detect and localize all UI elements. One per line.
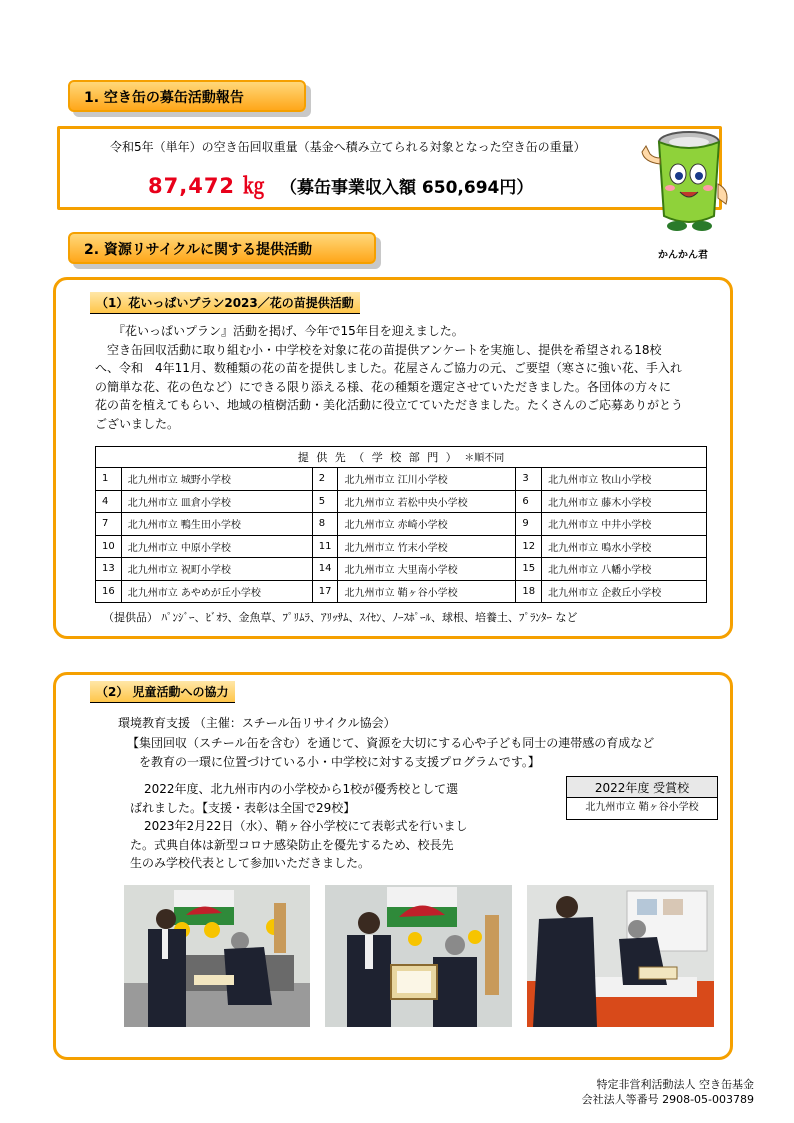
table-cell: 北九州市立 城野小学校 xyxy=(121,468,312,491)
table-row xyxy=(96,468,707,491)
para-line: 花の苗を植えてもらい、地域の植樹活動・美化活動に役立てていただきました。たくさんのご応募ありがとう xyxy=(95,398,684,412)
table-header xyxy=(96,447,707,468)
body-line: た。式典自体は新型コロナ感染防止を優先するため、校長先 xyxy=(130,837,454,852)
award-description xyxy=(130,780,500,873)
award-school: 北九州市立 鞘ヶ谷小学校 xyxy=(566,798,718,820)
table-row xyxy=(96,513,707,536)
table-cell: 北九州市立 江川小学校 xyxy=(338,468,516,491)
para-line: 『花いっぱいプラン』活動を掲げ、今年で15年目を迎えました。 xyxy=(113,324,464,338)
table-row xyxy=(96,490,707,513)
support-title: 環境教育支援 （主催：スチール缶リサイクル協会） xyxy=(118,716,396,730)
table-cell: 6 xyxy=(516,490,542,513)
table-cell: 13 xyxy=(96,558,122,581)
table-cell: 北九州市立 中井小学校 xyxy=(542,513,707,536)
table-cell: 北九州市立 企救丘小学校 xyxy=(542,580,707,603)
table-cell: 1 xyxy=(96,468,122,491)
award-handover-photo xyxy=(124,885,310,1027)
table-cell: 15 xyxy=(516,558,542,581)
collection-income: （募缶事業収入額 650,694円） xyxy=(280,178,534,198)
table-cell: 北九州市立 八幡小学校 xyxy=(542,558,707,581)
section1-title-text: 1. 空き缶の募缶活動報告 xyxy=(84,90,244,106)
para-line: へ、令和 4年11月、数種類の花の苗を提供しました。花屋さんご協力の元、ご要望（寒さに強い花、手入れ xyxy=(95,361,682,375)
table-cell: 9 xyxy=(516,513,542,536)
table-cell: 3 xyxy=(516,468,542,491)
recipient-school-table xyxy=(95,446,707,603)
table-cell: 5 xyxy=(312,490,338,513)
table-cell: 12 xyxy=(516,535,542,558)
table-cell: 北九州市立 大里南小学校 xyxy=(338,558,516,581)
table-cell: 4 xyxy=(96,490,122,513)
footer-registration: 会社法人等番号 2908-05-003789 xyxy=(581,1093,754,1106)
table-cell: 7 xyxy=(96,513,122,536)
footer-org: 特定非営利活動法人 空き缶基金 xyxy=(596,1078,754,1091)
table-cell: 北九州市立 牧山小学校 xyxy=(542,468,707,491)
collected-weight: 87,472 ㎏ xyxy=(148,174,266,198)
award-title: 2022年度 受賞校 xyxy=(566,776,718,798)
table-cell: 北九州市立 皿倉小学校 xyxy=(121,490,312,513)
para-line: 空き缶回収活動に取り組む小・中学校を対象に花の苗提供アンケートを実施し、提供を希望される18校 xyxy=(107,342,662,357)
table-cell: 14 xyxy=(312,558,338,581)
table-cell: 北九州市立 鞘ヶ谷小学校 xyxy=(338,580,516,603)
program-description xyxy=(127,734,727,771)
table-cell: 8 xyxy=(312,513,338,536)
table-header-row xyxy=(96,447,707,468)
certificate-signing-photo xyxy=(527,885,714,1027)
flower-plan-text xyxy=(95,322,735,433)
table-cell: 2 xyxy=(312,468,338,491)
certificate-signing-image xyxy=(527,885,714,1027)
table-row xyxy=(96,558,707,581)
body-line: ばれました。【支援・表彰は全国で29校】 xyxy=(130,800,356,815)
child-activity-heading: （2） 児童活動への協力 xyxy=(90,681,235,703)
body-line: 2023年2月22日（水）、鞘ヶ谷小学校にて表彰式を行いまし xyxy=(144,819,468,833)
table-cell: 北九州市立 鳴水小学校 xyxy=(542,535,707,558)
program-line: を教育の一環に位置づけている小・中学校に対する支援プログラムです。】 xyxy=(139,754,540,769)
table-cell: 北九州市立 あやめが丘小学校 xyxy=(121,580,312,603)
table-cell: 11 xyxy=(312,535,338,558)
table-cell: 北九州市立 赤崎小学校 xyxy=(338,513,516,536)
weight-description: 令和5年（単年）の空き缶回収重量（基金へ積み立てられる対象となった空き缶の重量） xyxy=(110,140,586,154)
table-cell: 北九州市立 鴨生田小学校 xyxy=(121,513,312,536)
certificate-holding-image xyxy=(325,885,512,1027)
section2-title-text: 2. 資源リサイクルに関する提供活動 xyxy=(84,242,312,258)
table-cell: 16 xyxy=(96,580,122,603)
table-cell: 北九州市立 祝町小学校 xyxy=(121,558,312,581)
table-cell: 北九州市立 中原小学校 xyxy=(121,535,312,558)
section1-title xyxy=(68,80,306,112)
table-header-text: 提 供 先 （ 学 校 部 門 ） xyxy=(297,451,459,464)
table-cell: 北九州市立 藤木小学校 xyxy=(542,490,707,513)
table-note: ＊順不同 xyxy=(464,453,505,464)
certificate-holding-photo xyxy=(325,885,512,1027)
award-handover-image xyxy=(124,885,310,1027)
para-line: の簡単な花、花の色など）にできる限り添える様、花の種類を選定させていただきました。各団体の方々に xyxy=(95,379,672,394)
body-line: 生のみ学校代表として参加いただきました。 xyxy=(130,856,371,870)
mascot-name: かんかん君 xyxy=(658,250,708,261)
flower-plan-heading: （1）花いっぱいプラン2023／花の苗提供活動 xyxy=(90,292,360,314)
table-cell: 17 xyxy=(312,580,338,603)
program-line: 【集団回収（スチール缶を含む）を通じて、資源を大切にする心や子ども同士の連帯感の育成など xyxy=(127,736,655,750)
table-cell: 北九州市立 竹末小学校 xyxy=(338,535,516,558)
table-cell: 18 xyxy=(516,580,542,603)
section2-title xyxy=(68,232,376,264)
para-line: ございました。 xyxy=(95,416,180,431)
smiling-can-mascot-icon xyxy=(632,124,732,244)
table-row xyxy=(96,580,707,603)
table-row xyxy=(96,535,707,558)
table-cell: 10 xyxy=(96,535,122,558)
provided-items: （提供品） ﾊﾟﾝｼﾞｰ、ﾋﾞｵﾗ、金魚草、ﾌﾟﾘﾑﾗ、ｱﾘｯｻﾑ、ｽｲｾﾝ、ﾉｰｽﾎﾟｰﾙ、球根、培養土、ﾌﾟﾗﾝﾀｰ など xyxy=(103,611,578,624)
table-cell: 北九州市立 若松中央小学校 xyxy=(338,490,516,513)
body-line: 2022年度、北九州市内の小学校から1校が優秀校として選 xyxy=(144,782,459,796)
